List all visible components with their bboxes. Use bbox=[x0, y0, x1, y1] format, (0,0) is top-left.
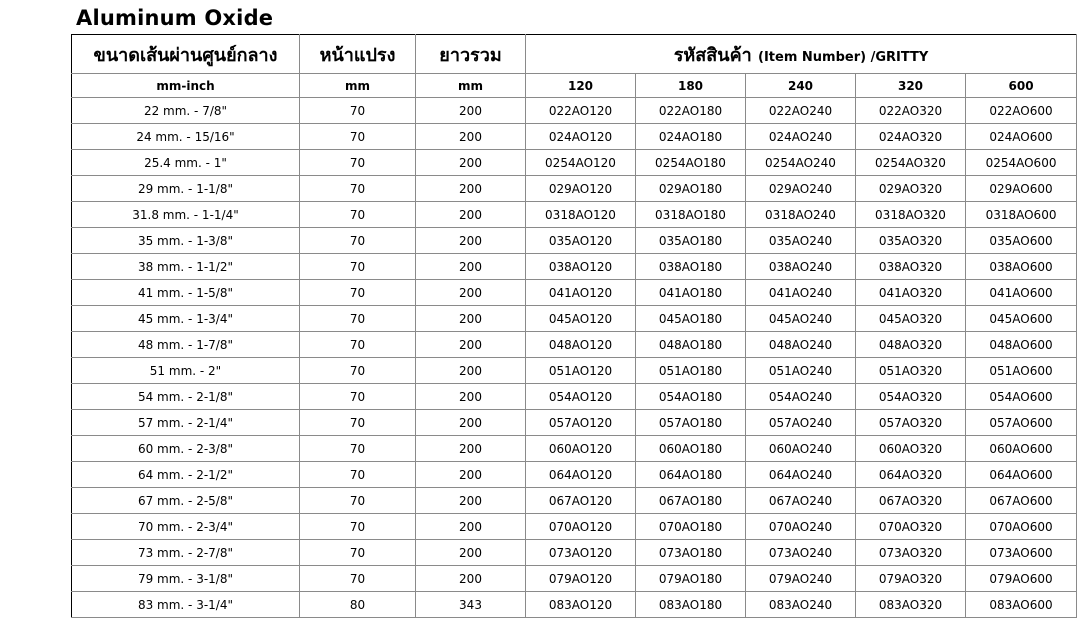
item-code-cell: 079AO120 bbox=[526, 566, 636, 592]
width-cell: 70 bbox=[300, 150, 416, 176]
width-cell: 70 bbox=[300, 124, 416, 150]
width-cell: 70 bbox=[300, 306, 416, 332]
item-code-cell: 0254AO600 bbox=[966, 150, 1077, 176]
size-cell: 25.4 mm. - 1" bbox=[72, 150, 300, 176]
table-row bbox=[72, 280, 1077, 306]
item-code-cell: 024AO600 bbox=[966, 124, 1077, 150]
item-code-cell: 051AO180 bbox=[636, 358, 746, 384]
size-cell: 48 mm. - 1-7/8" bbox=[72, 332, 300, 358]
width-cell: 70 bbox=[300, 176, 416, 202]
item-code-cell: 067AO180 bbox=[636, 488, 746, 514]
unit-row bbox=[72, 74, 1077, 98]
length-cell: 200 bbox=[416, 176, 526, 202]
item-code-cell: 064AO120 bbox=[526, 462, 636, 488]
width-cell: 70 bbox=[300, 254, 416, 280]
table-row bbox=[72, 540, 1077, 566]
table-row bbox=[72, 384, 1077, 410]
table-body bbox=[72, 98, 1077, 618]
item-code-cell: 045AO320 bbox=[856, 306, 966, 332]
length-header: ยาวรวม bbox=[416, 35, 526, 74]
item-code-cell: 041AO600 bbox=[966, 280, 1077, 306]
item-code-cell: 0254AO180 bbox=[636, 150, 746, 176]
item-code-cell: 0254AO120 bbox=[526, 150, 636, 176]
width-cell: 70 bbox=[300, 540, 416, 566]
item-code-cell: 0318AO600 bbox=[966, 202, 1077, 228]
item-code-cell: 073AO240 bbox=[746, 540, 856, 566]
item-code-cell: 0254AO320 bbox=[856, 150, 966, 176]
table-row bbox=[72, 254, 1077, 280]
item-code-cell: 060AO320 bbox=[856, 436, 966, 462]
item-code-cell: 070AO320 bbox=[856, 514, 966, 540]
grit-header: 120 bbox=[526, 74, 636, 98]
item-code-cell: 083AO180 bbox=[636, 592, 746, 618]
item-code-cell: 067AO320 bbox=[856, 488, 966, 514]
item-code-cell: 0318AO320 bbox=[856, 202, 966, 228]
size-cell: 73 mm. - 2-7/8" bbox=[72, 540, 300, 566]
header-row bbox=[72, 35, 1077, 74]
table-row bbox=[72, 592, 1077, 618]
grit-header: 600 bbox=[966, 74, 1077, 98]
item-code-cell: 070AO180 bbox=[636, 514, 746, 540]
item-code-cell: 067AO120 bbox=[526, 488, 636, 514]
size-cell: 31.8 mm. - 1-1/4" bbox=[72, 202, 300, 228]
item-code-cell: 051AO120 bbox=[526, 358, 636, 384]
item-code-cell: 048AO600 bbox=[966, 332, 1077, 358]
item-code-cell: 045AO240 bbox=[746, 306, 856, 332]
item-code-cell: 083AO120 bbox=[526, 592, 636, 618]
length-cell: 200 bbox=[416, 384, 526, 410]
item-code-cell: 057AO320 bbox=[856, 410, 966, 436]
item-code-cell: 057AO180 bbox=[636, 410, 746, 436]
table-row bbox=[72, 514, 1077, 540]
table-row bbox=[72, 488, 1077, 514]
size-cell: 45 mm. - 1-3/4" bbox=[72, 306, 300, 332]
item-code-cell: 048AO320 bbox=[856, 332, 966, 358]
item-code-cell: 054AO120 bbox=[526, 384, 636, 410]
length-cell: 200 bbox=[416, 202, 526, 228]
length-unit: mm bbox=[416, 74, 526, 98]
size-cell: 29 mm. - 1-1/8" bbox=[72, 176, 300, 202]
length-cell: 200 bbox=[416, 410, 526, 436]
length-cell: 200 bbox=[416, 98, 526, 124]
length-cell: 200 bbox=[416, 332, 526, 358]
width-cell: 70 bbox=[300, 566, 416, 592]
item-code-cell: 060AO600 bbox=[966, 436, 1077, 462]
item-code-cell: 035AO320 bbox=[856, 228, 966, 254]
item-code-cell: 057AO600 bbox=[966, 410, 1077, 436]
grit-header: 320 bbox=[856, 74, 966, 98]
width-cell: 70 bbox=[300, 280, 416, 306]
table-row bbox=[72, 98, 1077, 124]
size-unit: mm-inch bbox=[72, 74, 300, 98]
item-code-cell: 051AO320 bbox=[856, 358, 966, 384]
item-code-cell: 038AO240 bbox=[746, 254, 856, 280]
grit-header: 180 bbox=[636, 74, 746, 98]
size-cell: 54 mm. - 2-1/8" bbox=[72, 384, 300, 410]
width-cell: 70 bbox=[300, 384, 416, 410]
size-cell: 51 mm. - 2" bbox=[72, 358, 300, 384]
item-code-cell: 060AO240 bbox=[746, 436, 856, 462]
width-cell: 70 bbox=[300, 228, 416, 254]
size-cell: 22 mm. - 7/8" bbox=[72, 98, 300, 124]
item-code-cell: 070AO600 bbox=[966, 514, 1077, 540]
item-code-cell: 035AO600 bbox=[966, 228, 1077, 254]
table-row bbox=[72, 202, 1077, 228]
table-row bbox=[72, 150, 1077, 176]
item-code-cell: 0318AO240 bbox=[746, 202, 856, 228]
item-code-cell: 064AO240 bbox=[746, 462, 856, 488]
item-code-cell: 045AO180 bbox=[636, 306, 746, 332]
width-cell: 70 bbox=[300, 358, 416, 384]
width-header: หน้าแปรง bbox=[300, 35, 416, 74]
item-code-cell: 029AO120 bbox=[526, 176, 636, 202]
item-number-header bbox=[526, 35, 1077, 74]
item-code-cell: 083AO320 bbox=[856, 592, 966, 618]
item-code-cell: 0318AO180 bbox=[636, 202, 746, 228]
item-code-cell: 048AO180 bbox=[636, 332, 746, 358]
size-cell: 79 mm. - 3-1/8" bbox=[72, 566, 300, 592]
item-code-cell: 038AO600 bbox=[966, 254, 1077, 280]
table-row bbox=[72, 124, 1077, 150]
item-code-cell: 0318AO120 bbox=[526, 202, 636, 228]
table-row bbox=[72, 358, 1077, 384]
item-number-header-main: รหัสสินค้า bbox=[673, 44, 752, 66]
item-code-cell: 048AO120 bbox=[526, 332, 636, 358]
table-row bbox=[72, 228, 1077, 254]
length-cell: 200 bbox=[416, 124, 526, 150]
length-cell: 200 bbox=[416, 150, 526, 176]
item-code-cell: 051AO600 bbox=[966, 358, 1077, 384]
width-cell: 70 bbox=[300, 410, 416, 436]
size-cell: 38 mm. - 1-1/2" bbox=[72, 254, 300, 280]
item-code-cell: 057AO120 bbox=[526, 410, 636, 436]
page-title: Aluminum Oxide bbox=[76, 6, 274, 30]
size-cell: 57 mm. - 2-1/4" bbox=[72, 410, 300, 436]
item-code-cell: 041AO320 bbox=[856, 280, 966, 306]
item-code-cell: 083AO600 bbox=[966, 592, 1077, 618]
item-code-cell: 045AO600 bbox=[966, 306, 1077, 332]
item-code-cell: 064AO320 bbox=[856, 462, 966, 488]
product-table bbox=[71, 34, 1077, 618]
item-code-cell: 041AO180 bbox=[636, 280, 746, 306]
item-code-cell: 0254AO240 bbox=[746, 150, 856, 176]
width-unit: mm bbox=[300, 74, 416, 98]
table-row bbox=[72, 436, 1077, 462]
item-code-cell: 035AO180 bbox=[636, 228, 746, 254]
width-cell: 70 bbox=[300, 98, 416, 124]
item-code-cell: 022AO120 bbox=[526, 98, 636, 124]
item-code-cell: 029AO600 bbox=[966, 176, 1077, 202]
item-code-cell: 022AO180 bbox=[636, 98, 746, 124]
item-code-cell: 035AO120 bbox=[526, 228, 636, 254]
length-cell: 200 bbox=[416, 566, 526, 592]
item-code-cell: 070AO120 bbox=[526, 514, 636, 540]
width-cell: 70 bbox=[300, 436, 416, 462]
item-code-cell: 073AO320 bbox=[856, 540, 966, 566]
size-cell: 60 mm. - 2-3/8" bbox=[72, 436, 300, 462]
item-code-cell: 073AO120 bbox=[526, 540, 636, 566]
length-cell: 343 bbox=[416, 592, 526, 618]
item-code-cell: 022AO600 bbox=[966, 98, 1077, 124]
item-code-cell: 045AO120 bbox=[526, 306, 636, 332]
item-code-cell: 024AO320 bbox=[856, 124, 966, 150]
size-cell: 70 mm. - 2-3/4" bbox=[72, 514, 300, 540]
table-row bbox=[72, 566, 1077, 592]
width-cell: 70 bbox=[300, 332, 416, 358]
item-code-cell: 038AO120 bbox=[526, 254, 636, 280]
table-row bbox=[72, 462, 1077, 488]
length-cell: 200 bbox=[416, 462, 526, 488]
item-code-cell: 035AO240 bbox=[746, 228, 856, 254]
item-code-cell: 067AO240 bbox=[746, 488, 856, 514]
item-code-cell: 041AO120 bbox=[526, 280, 636, 306]
item-code-cell: 054AO600 bbox=[966, 384, 1077, 410]
item-code-cell: 029AO240 bbox=[746, 176, 856, 202]
length-cell: 200 bbox=[416, 280, 526, 306]
item-code-cell: 064AO600 bbox=[966, 462, 1077, 488]
item-code-cell: 057AO240 bbox=[746, 410, 856, 436]
size-cell: 67 mm. - 2-5/8" bbox=[72, 488, 300, 514]
item-code-cell: 029AO180 bbox=[636, 176, 746, 202]
item-code-cell: 051AO240 bbox=[746, 358, 856, 384]
item-code-cell: 067AO600 bbox=[966, 488, 1077, 514]
length-cell: 200 bbox=[416, 514, 526, 540]
size-cell: 83 mm. - 3-1/4" bbox=[72, 592, 300, 618]
table-row bbox=[72, 176, 1077, 202]
size-cell: 64 mm. - 2-1/2" bbox=[72, 462, 300, 488]
size-cell: 24 mm. - 15/16" bbox=[72, 124, 300, 150]
item-code-cell: 064AO180 bbox=[636, 462, 746, 488]
item-code-cell: 024AO240 bbox=[746, 124, 856, 150]
width-cell: 70 bbox=[300, 488, 416, 514]
length-cell: 200 bbox=[416, 488, 526, 514]
width-cell: 70 bbox=[300, 202, 416, 228]
item-code-cell: 070AO240 bbox=[746, 514, 856, 540]
item-code-cell: 038AO180 bbox=[636, 254, 746, 280]
size-header: ขนาดเส้นผ่านศูนย์กลาง bbox=[72, 35, 300, 74]
item-code-cell: 060AO180 bbox=[636, 436, 746, 462]
size-cell: 35 mm. - 1-3/8" bbox=[72, 228, 300, 254]
item-code-cell: 022AO320 bbox=[856, 98, 966, 124]
table-row bbox=[72, 332, 1077, 358]
item-code-cell: 054AO320 bbox=[856, 384, 966, 410]
length-cell: 200 bbox=[416, 540, 526, 566]
item-code-cell: 048AO240 bbox=[746, 332, 856, 358]
length-cell: 200 bbox=[416, 436, 526, 462]
item-code-cell: 079AO320 bbox=[856, 566, 966, 592]
item-code-cell: 029AO320 bbox=[856, 176, 966, 202]
item-code-cell: 024AO180 bbox=[636, 124, 746, 150]
width-cell: 70 bbox=[300, 462, 416, 488]
width-cell: 70 bbox=[300, 514, 416, 540]
length-cell: 200 bbox=[416, 358, 526, 384]
item-code-cell: 054AO240 bbox=[746, 384, 856, 410]
grit-header: 240 bbox=[746, 74, 856, 98]
width-cell: 80 bbox=[300, 592, 416, 618]
length-cell: 200 bbox=[416, 254, 526, 280]
item-code-cell: 073AO180 bbox=[636, 540, 746, 566]
item-code-cell: 054AO180 bbox=[636, 384, 746, 410]
size-cell: 41 mm. - 1-5/8" bbox=[72, 280, 300, 306]
item-code-cell: 038AO320 bbox=[856, 254, 966, 280]
table-row bbox=[72, 306, 1077, 332]
item-code-cell: 022AO240 bbox=[746, 98, 856, 124]
item-code-cell: 060AO120 bbox=[526, 436, 636, 462]
table-row bbox=[72, 410, 1077, 436]
item-code-cell: 083AO240 bbox=[746, 592, 856, 618]
item-code-cell: 079AO180 bbox=[636, 566, 746, 592]
item-code-cell: 079AO240 bbox=[746, 566, 856, 592]
length-cell: 200 bbox=[416, 228, 526, 254]
item-code-cell: 079AO600 bbox=[966, 566, 1077, 592]
item-code-cell: 073AO600 bbox=[966, 540, 1077, 566]
item-number-header-sub: (Item Number) /GRITTY bbox=[758, 49, 929, 65]
item-code-cell: 041AO240 bbox=[746, 280, 856, 306]
item-code-cell: 024AO120 bbox=[526, 124, 636, 150]
length-cell: 200 bbox=[416, 306, 526, 332]
